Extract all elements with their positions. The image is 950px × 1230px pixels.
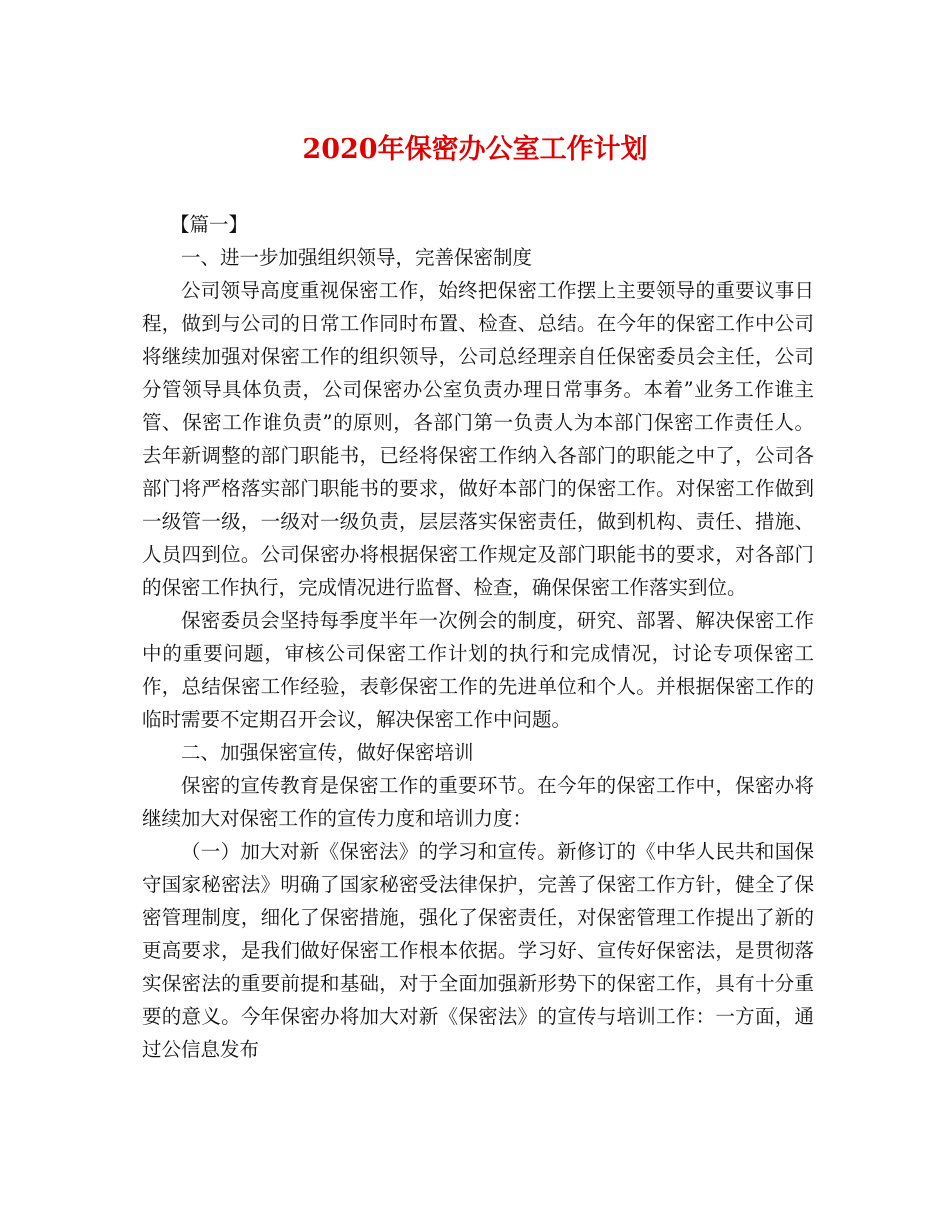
paragraph: 公司领导高度重视保密工作，始终把保密工作摆上主要领导的重要议事日程，做到与公司的日常工作同时布置、检查、总结。在今年的保密工作中公司将继续加强对保密工作的组织领导，公司总经理亲自任保密委员会主任，公司分管领导具体负责，公司保密办公室负责办理日常事务。本着”业务工作谁主管、保密工作谁负责”的原则，各部门第一负责人为本部门保密工作责任人。去年新调整的部门职能书，已经将保密工作纳入各部门的职能之中了，公司各部门将严格落实部门职能书的要求，做好本部门的保密工作。对保密工作做到一级管一级，一级对一级负责，层层落实保密责任，做到机构、责任、措施、人员四到位。公司保密办将根据保密工作规定及部门职能书的要求，对各部门的保密工作执行，完成情况进行监督、检查，确保保密工作落实到位。 bbox=[142, 279, 814, 599]
heading-2: 二、加强保密宣传，做好保密培训 bbox=[181, 741, 474, 764]
section-label: 【篇一】 bbox=[170, 213, 249, 236]
document-body bbox=[142, 208, 814, 1066]
document-title: 2020年保密办公室工作计划 bbox=[302, 134, 648, 165]
paragraph: 保密的宣传教育是保密工作的重要环节。在今年的保密工作中，保密办将继续加大对保密工作的宣传力度和培训力度： bbox=[142, 774, 814, 830]
paragraph: （一）加大对新《保密法》的学习和宣传。新修订的《中华人民共和国保守国家秘密法》明确了国家秘密受法律保护，完善了保密工作方针，健全了保密管理制度，细化了保密措施，强化了保密责任，对保密管理工作提出了新的更高要求，是我们做好保密工作根本依据。学习好、宣传好保密法，是贯彻落实保密法的重要前提和基础，对于全面加强新形势下的保密工作，具有十分重要的意义。今年保密办将加大对新《保密法》的宣传与培训工作：一方面，通过公信息发布 bbox=[142, 840, 814, 1061]
heading-1: 一、进一步加强组织领导，完善保密制度 bbox=[181, 246, 533, 269]
paragraph: 保密委员会坚持每季度半年一次例会的制度，研究、部署、解决保密工作中的重要问题，审核公司保密工作计划的执行和完成情况，讨论专项保密工作，总结保密工作经验，表彰保密工作的先进单位和个人。并根据保密工作的临时需要不定期召开会议，解决保密工作中问题。 bbox=[142, 609, 814, 731]
